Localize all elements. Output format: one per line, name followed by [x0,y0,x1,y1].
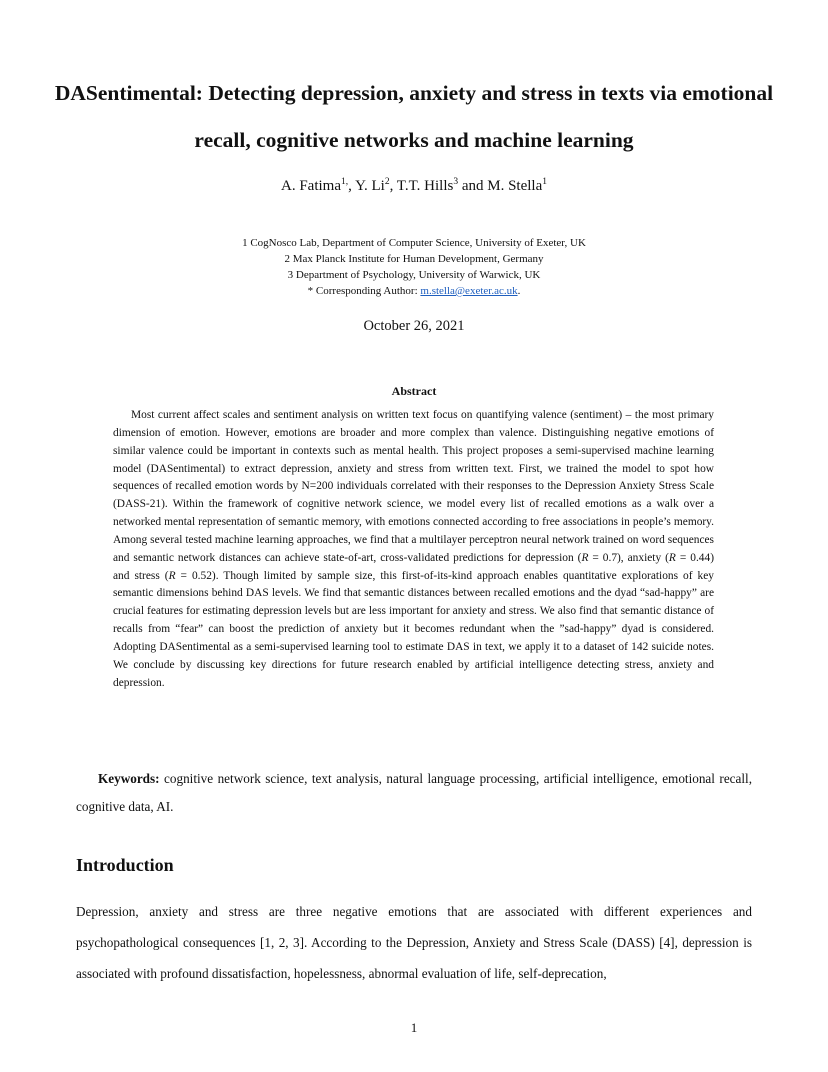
affiliation-1: 1 CogNosco Lab, Department of Computer Science, University of Exeter, UK [242,237,586,249]
affiliations [0,235,828,299]
keywords-text: cognitive network science, text analysis, natural language processing, artificial intelligence, emotional recall, cognitive data, AI. [76,771,752,814]
corresponding-email-link[interactable]: m.stella@exeter.ac.uk [420,285,518,297]
introduction-paragraph: Depression, anxiety and stress are three negative emotions that are associated with different experiences and psychopathological consequences [1, 2, 3]. According to the Depression, Anxiety and Stress Scale (DASS) [4], depression is associated with profound dissatisfaction, hopelessness, abnormal evaluation of life, self-deprecation, [76,904,752,981]
corresponding-author: * Corresponding Author: m.stella@exeter.ac.uk. [307,285,521,297]
abstract-heading: Abstract [391,384,437,398]
affiliation-3: 3 Department of Psychology, University of Warwick, UK [287,269,541,281]
author: A. Fatima$^{1,}$, [281,177,356,194]
affiliation-2: 2 Max Planck Institute for Human Development, Germany [284,253,544,265]
keywords-label: Keywords: [98,771,160,786]
paper-date: October 26, 2021 [363,318,465,334]
author: M. Stella$^1$ [487,177,547,194]
author-list [0,172,828,196]
paper-title: DASentimental: Detecting depression, anxiety and stress in texts via emotional recall, cognitive networks and machine learning [54,81,774,152]
page-number: 1 [410,1020,418,1035]
author: Y. Li$^2$, [355,177,397,194]
section-heading-introduction: Introduction [76,855,174,875]
keywords [76,765,752,821]
author: T.T. Hills$^3$ and [396,177,488,194]
abstract-text: Most current affect scales and sentiment analysis on written text focus on quantifying valence (sentiment) – the most primary dimension of emotion. However, emotions are broader and more complex than valence. Distinguishing negative emotions of similar valence could be important in contexts such as mental health. This project proposes a semi-supervised machine learning model (DASentimental) to extract depression, anxiety and stress from written text. First, we trained the model to spot how sequences of recalled emotion words by N=200 individuals correlated with their responses to the Depression Anxiety Stress Scale (DASS-21). Within the framework of cognitive network science, we model every list of recalled emotions as a walk over a networked mental representation of semantic memory, with emotions connected according to free associations in people’s memory. Among several tested machine learning approaches, we find that a multilayer perceptron neural network trained on word sequences and semantic network distances can achieve state-of-art, cross-validated predictions for depression (R = 0.7), anxiety (R = 0.44) and stress (R = 0.52). Though limited by sample size, this first-of-its-kind approach enables quantitative explorations of key semantic dimensions behind DAS levels. We find that semantic distances between recalled emotions and the dyad “sad-happy” are crucial features for estimating depression levels but are less important for anxiety and stress. We also find that semantic distance of recalls from “fear” can boost the prediction of anxiety but it becomes redundant when the ”sad-happy” dyad is considered. Adopting DASentimental as a semi-supervised learning tool to estimate DAS in text, we apply it to a dataset of 142 suicide notes. We conclude by discussing key directions for future research enabled by artificial intelligence detecting stress, anxiety and depression. [113,409,714,689]
